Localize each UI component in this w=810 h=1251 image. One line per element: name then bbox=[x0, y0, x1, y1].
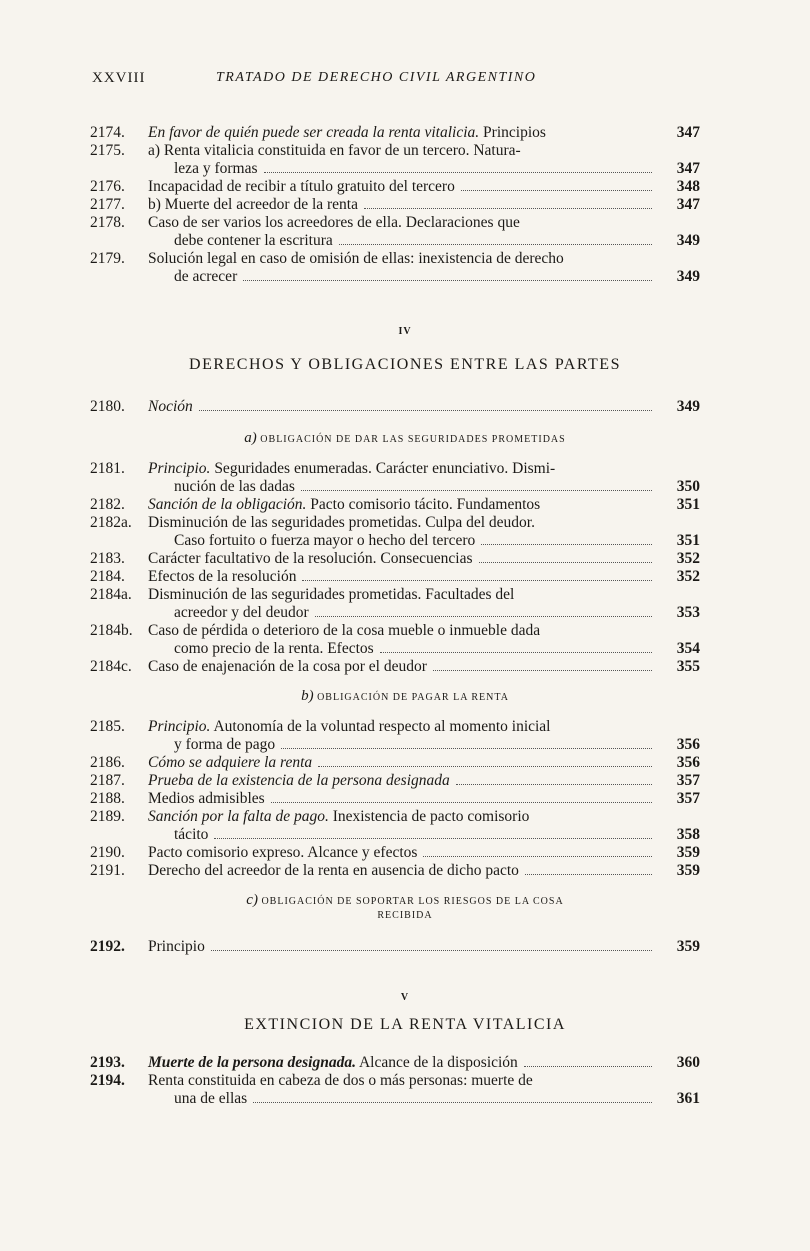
entry-title-italic: Noción bbox=[148, 398, 193, 415]
dot-leader bbox=[433, 670, 652, 671]
entry-title: b) Muerte del acreedor de la renta bbox=[148, 196, 358, 213]
subhead-text: OBLIGACIÓN DE DAR LAS SEGURIDADES PROMETIDAS bbox=[256, 434, 566, 445]
entry-number: 2185. bbox=[90, 718, 125, 735]
toc-entry-2181[interactable] bbox=[90, 460, 700, 496]
entry-page: 354 bbox=[676, 640, 700, 657]
entry-page: 349 bbox=[676, 268, 700, 285]
dot-leader bbox=[364, 208, 652, 209]
toc-entry-2175[interactable] bbox=[90, 142, 700, 178]
section-mark-v: V bbox=[400, 992, 410, 1003]
subhead-b bbox=[0, 688, 810, 705]
entry-title-italic: Principio. bbox=[148, 460, 211, 477]
entry-title: Principios bbox=[479, 124, 546, 141]
entry-page: 347 bbox=[676, 124, 700, 141]
entry-number: 2182. bbox=[90, 496, 125, 513]
entry-title: a) Renta vitalicia constituida en favor de un tercero. Natura- bbox=[148, 142, 521, 159]
toc-entry-2184a[interactable] bbox=[90, 586, 700, 622]
toc-entry-2194[interactable] bbox=[90, 1072, 700, 1108]
entry-number: 2184b. bbox=[90, 622, 133, 639]
entry-title-cont: de acrecer bbox=[174, 268, 238, 285]
entry-title: Carácter facultativo de la resolución. Consecuencias bbox=[148, 550, 473, 567]
subhead-text: OBLIGACIÓN DE PAGAR LA RENTA bbox=[313, 692, 509, 703]
dot-leader bbox=[302, 580, 652, 581]
entry-title-italic: En favor de quién puede ser creada la renta vitalicia. bbox=[148, 124, 480, 141]
toc-entry-2187[interactable] bbox=[90, 772, 700, 790]
entry-title-cont: leza y formas bbox=[174, 160, 258, 177]
entry-page: 357 bbox=[676, 790, 700, 807]
dot-leader bbox=[524, 1066, 652, 1067]
dot-leader bbox=[199, 410, 652, 411]
entry-title: Seguridades enumeradas. Carácter enunciativo. Dismi- bbox=[210, 460, 556, 477]
entry-page: 352 bbox=[676, 568, 700, 585]
dot-leader bbox=[315, 616, 652, 617]
entry-title: Derecho del acreedor de la renta en ausencia de dicho pacto bbox=[148, 862, 519, 879]
toc-entry-2176[interactable] bbox=[90, 178, 700, 196]
entry-page: 357 bbox=[676, 772, 700, 789]
entry-title-italic: Prueba de la existencia de la persona designada bbox=[148, 772, 450, 789]
entry-title: Medios admisibles bbox=[148, 790, 265, 807]
subhead-c bbox=[0, 892, 810, 909]
entry-page: 356 bbox=[676, 736, 700, 753]
entry-page: 361 bbox=[676, 1090, 700, 1107]
entry-title: Pacto comisorio tácito. Fundamentos bbox=[306, 496, 541, 513]
toc-entry-2184b[interactable] bbox=[90, 622, 700, 658]
entry-page: 356 bbox=[676, 754, 700, 771]
toc-entry-2192[interactable] bbox=[90, 938, 700, 956]
toc-entry-2180[interactable] bbox=[90, 398, 700, 416]
entry-number: 2193. bbox=[90, 1054, 125, 1071]
toc-entry-2185[interactable] bbox=[90, 718, 700, 754]
entry-number: 2190. bbox=[90, 844, 125, 861]
entry-page: 350 bbox=[676, 478, 700, 495]
subhead-text: OBLIGACIÓN DE SOPORTAR LOS RIESGOS DE LA COSA bbox=[257, 896, 564, 907]
entry-number: 2176. bbox=[90, 178, 125, 195]
subhead-a bbox=[0, 430, 810, 447]
entry-title: Caso de pérdida o deterioro de la cosa mueble o inmueble dada bbox=[148, 622, 541, 639]
page-folio: XXVIII bbox=[92, 70, 146, 86]
running-head bbox=[92, 70, 712, 87]
entry-page: 360 bbox=[676, 1054, 700, 1071]
entry-page: 355 bbox=[676, 658, 700, 675]
entry-page: 359 bbox=[676, 862, 700, 879]
subhead-letter: a) bbox=[244, 430, 257, 446]
entry-title: Disminución de las seguridades prometidas. Culpa del deudor. bbox=[148, 514, 535, 531]
entry-title-cont: nución de las dadas bbox=[174, 478, 295, 495]
toc-entry-2190[interactable] bbox=[90, 844, 700, 862]
dot-leader bbox=[301, 490, 652, 491]
dot-leader bbox=[281, 748, 652, 749]
entry-page: 349 bbox=[676, 232, 700, 249]
dot-leader bbox=[264, 172, 653, 173]
entry-title: Pacto comisorio expreso. Alcance y efectos bbox=[148, 844, 418, 861]
entry-number: 2184. bbox=[90, 568, 125, 585]
entry-page: 351 bbox=[676, 496, 700, 513]
dot-leader bbox=[211, 950, 652, 951]
subhead-letter: c) bbox=[246, 892, 258, 908]
entry-number: 2177. bbox=[90, 196, 125, 213]
dot-leader bbox=[461, 190, 652, 191]
entry-title: Caso de ser varios los acreedores de ella. Declaraciones que bbox=[148, 214, 520, 231]
toc-entry-2182a[interactable] bbox=[90, 514, 700, 550]
entry-title-cont: tácito bbox=[174, 826, 209, 843]
entry-number: 2175. bbox=[90, 142, 125, 159]
dot-leader bbox=[253, 1102, 652, 1103]
section-mark-iv: IV bbox=[398, 326, 412, 337]
entry-title: Alcance de la disposición bbox=[355, 1054, 518, 1071]
toc-entry-2184c[interactable] bbox=[90, 658, 700, 676]
entry-page: 351 bbox=[676, 532, 700, 549]
entry-page: 353 bbox=[676, 604, 700, 621]
entry-page: 349 bbox=[676, 398, 700, 415]
dot-leader bbox=[423, 856, 652, 857]
entry-title-cont: Caso fortuito o fuerza mayor o hecho del tercero bbox=[174, 532, 476, 549]
entry-number: 2189. bbox=[90, 808, 125, 825]
entry-page: 347 bbox=[676, 196, 700, 213]
entry-number: 2191. bbox=[90, 862, 125, 879]
entry-number: 2180. bbox=[90, 398, 125, 415]
entry-title: Efectos de la resolución bbox=[148, 568, 297, 585]
entry-number: 2181. bbox=[90, 460, 125, 477]
entry-number: 2182a. bbox=[90, 514, 132, 531]
entry-title-italic: Cómo se adquiere la renta bbox=[148, 754, 313, 771]
dot-leader bbox=[525, 874, 652, 875]
section-title-iv: DERECHOS Y OBLIGACIONES ENTRE LAS PARTES bbox=[189, 356, 621, 373]
entry-number: 2183. bbox=[90, 550, 125, 567]
toc-entry-2174[interactable] bbox=[90, 124, 700, 142]
dot-leader bbox=[271, 802, 652, 803]
toc-entry-2188[interactable] bbox=[90, 790, 700, 808]
entry-title-italic: Sanción de la obligación. bbox=[148, 496, 307, 513]
entry-number: 2179. bbox=[90, 250, 125, 267]
entry-number: 2188. bbox=[90, 790, 125, 807]
dot-leader bbox=[456, 784, 652, 785]
entry-number: 2194. bbox=[90, 1072, 125, 1089]
dot-leader bbox=[380, 652, 652, 653]
section-title-v: EXTINCION DE LA RENTA VITALICIA bbox=[244, 1016, 566, 1033]
entry-title: Solución legal en caso de omisión de ellas: inexistencia de derecho bbox=[148, 250, 564, 267]
dot-leader bbox=[479, 562, 652, 563]
entry-title-italic: Sanción por la falta de pago. bbox=[148, 808, 329, 825]
entry-title: Caso de enajenación de la cosa por el deudor bbox=[148, 658, 427, 675]
entry-page: 358 bbox=[676, 826, 700, 843]
dot-leader bbox=[243, 280, 652, 281]
toc-entry-2184[interactable] bbox=[90, 568, 700, 586]
toc-entry-2177[interactable] bbox=[90, 196, 700, 214]
entry-title: Inexistencia de pacto comisorio bbox=[328, 808, 530, 825]
toc-entry-2186[interactable] bbox=[90, 754, 700, 772]
entry-title-cont: como precio de la renta. Efectos bbox=[174, 640, 374, 657]
entry-page: 359 bbox=[676, 844, 700, 861]
entry-title: Renta constituida en cabeza de dos o más personas: muerte de bbox=[148, 1072, 533, 1089]
entry-number: 2192. bbox=[90, 938, 125, 955]
dot-leader bbox=[481, 544, 652, 545]
toc-entry-2183[interactable] bbox=[90, 550, 700, 568]
entry-number: 2174. bbox=[90, 124, 125, 141]
dot-leader bbox=[318, 766, 652, 767]
entry-page: 359 bbox=[676, 938, 700, 955]
entry-title-cont: debe contener la escritura bbox=[174, 232, 333, 249]
dot-leader bbox=[339, 244, 652, 245]
entry-title-cont: acreedor y del deudor bbox=[174, 604, 309, 621]
entry-number: 2184a. bbox=[90, 586, 132, 603]
entry-number: 2184c. bbox=[90, 658, 132, 675]
entry-title: Disminución de las seguridades prometidas. Facultades del bbox=[148, 586, 515, 603]
toc-entry-2179[interactable] bbox=[90, 250, 700, 286]
entry-title-cont: una de ellas bbox=[174, 1090, 248, 1107]
running-title: TRATADO DE DERECHO CIVIL ARGENTINO bbox=[216, 70, 537, 85]
entry-page: 352 bbox=[676, 550, 700, 567]
toc-entry-2189[interactable] bbox=[90, 808, 700, 844]
entry-number: 2187. bbox=[90, 772, 125, 789]
entry-number: 2186. bbox=[90, 754, 125, 771]
entry-title-cont: y forma de pago bbox=[174, 736, 276, 753]
entry-title-italic: Muerte de la persona designada. bbox=[148, 1054, 356, 1071]
subhead-c-line2: RECIBIDA bbox=[377, 910, 433, 921]
toc-entry-2178[interactable] bbox=[90, 214, 700, 250]
entry-title: Principio bbox=[148, 938, 205, 955]
entry-number: 2178. bbox=[90, 214, 125, 231]
subhead-letter: b) bbox=[301, 688, 314, 704]
entry-title: Autonomía de la voluntad respecto al momento inicial bbox=[210, 718, 551, 735]
entry-page: 348 bbox=[676, 178, 700, 195]
entry-title-italic: Principio. bbox=[148, 718, 211, 735]
toc-entry-2191[interactable] bbox=[90, 862, 700, 880]
entry-page: 347 bbox=[676, 160, 700, 177]
dot-leader bbox=[214, 838, 652, 839]
toc-entry-2193[interactable] bbox=[90, 1054, 700, 1072]
toc-entry-2182[interactable] bbox=[90, 496, 700, 514]
entry-title: Incapacidad de recibir a título gratuito del tercero bbox=[148, 178, 455, 195]
